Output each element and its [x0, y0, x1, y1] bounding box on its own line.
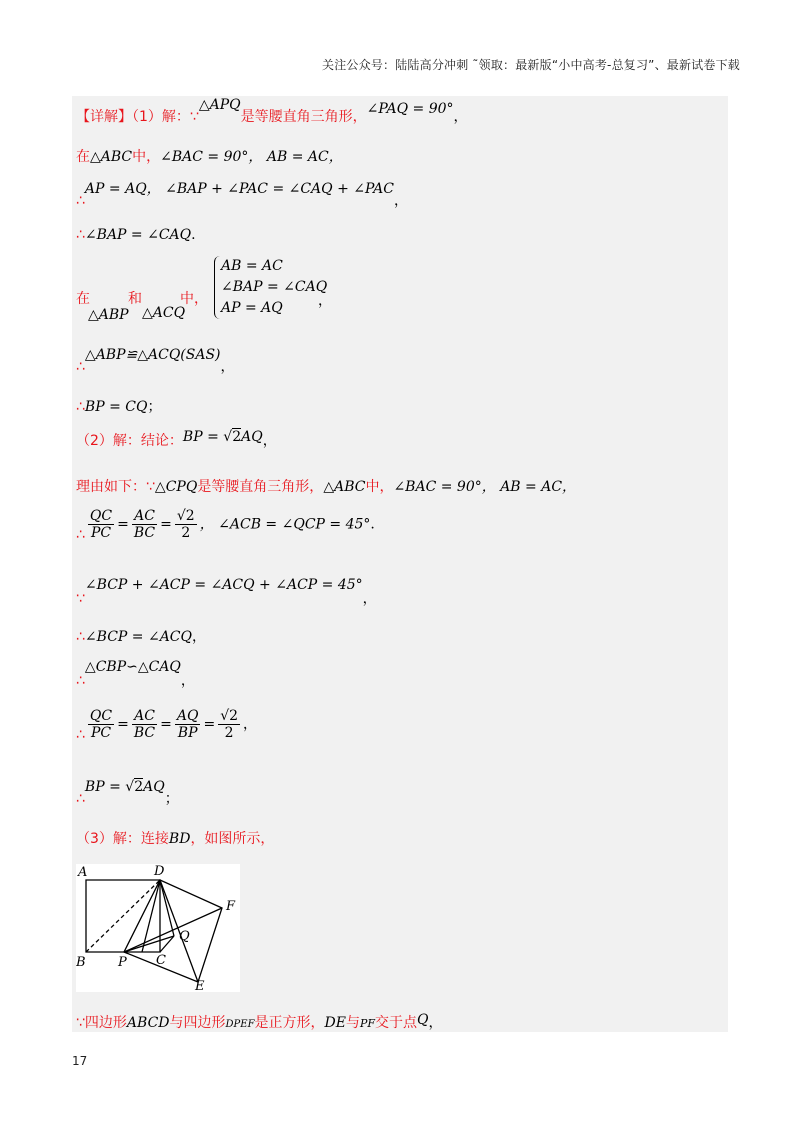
label-e: E	[195, 979, 205, 992]
label-c: C	[156, 953, 166, 968]
fraction-ac-bc: $\frac{AC}{BC}$	[133, 508, 156, 541]
line-14: ∴ $\frac{QC}{PC}$ = $\frac{AC}{BC}$ = $\frac{AQ}{BP}$ = $\frac{√2}{2}$ ，	[76, 708, 258, 743]
text-isosceles: 是等腰直角三角形，	[240, 109, 367, 125]
therefore-symbol: ∴	[76, 227, 85, 243]
line-7: ∴BP = CQ；	[76, 399, 162, 415]
fraction-qc-pc: $\frac{QC}{PC}$	[89, 708, 113, 741]
math-congruent: △ABP≌△ACQ(SAS)	[84, 347, 221, 363]
therefore-symbol: ∴	[76, 193, 85, 209]
line-11: ∵∠BCP + ∠ACP = ∠ACQ + ∠ACP = 45°，	[76, 577, 377, 607]
label-q: Q	[179, 929, 190, 944]
part-2-label: （2）解：结论：	[76, 433, 183, 449]
fraction-aq-bp: $\frac{AQ}{BP}$	[176, 708, 199, 741]
math-abc: △ABC	[90, 149, 133, 165]
page-header: 关注公众号：陆陆高分冲刺 ˜领取：最新版“小中高考-总复习”、最新试卷下载	[322, 58, 740, 72]
math-acq: △ACQ	[142, 305, 186, 321]
line-13: ∴△CBP∽△CAQ，	[76, 659, 195, 689]
line-10: ∴ $\frac{QC}{PC}$ = $\frac{AC}{BC}$ = $\frac{√2}{2}$ ， ∠ACB = ∠QCP = 45°.	[76, 508, 375, 543]
line-4: ∴∠BAP = ∠CAQ.	[76, 227, 196, 243]
label-b: B	[76, 955, 86, 970]
label-f: F	[226, 899, 236, 914]
math-angle-paq: ∠PAQ = 90°	[366, 101, 454, 117]
part-3-label: （3）解：连接	[76, 831, 169, 847]
fraction-qc-pc: $\frac{QC}{PC}$	[89, 508, 113, 541]
line-16: （3）解：连接BD，如图所示，	[76, 831, 275, 847]
fraction-root2-2: $\frac{√2}{2}$	[176, 508, 195, 541]
label-d: D	[154, 864, 165, 879]
line-3: ∴AP = AQ， ∠BAP + ∠PAC = ∠CAQ + ∠PAC，	[76, 181, 408, 209]
line-6: ∴△ABP≌△ACQ(SAS)，	[76, 347, 235, 375]
line-8: （2）解：结论：BP = √2AQ，	[76, 429, 277, 449]
math-bac-90: ∠BAC = 90°， AB = AC，	[160, 149, 343, 165]
line-2: 在△ABC中，∠BAC = 90°， AB = AC，	[76, 149, 343, 165]
geometry-figure	[76, 864, 240, 992]
detail-label: 【详解】（1）解：∵	[76, 109, 199, 125]
math-similar: △CBP∽△CAQ	[84, 659, 181, 675]
fraction-root2-2: $\frac{√2}{2}$	[220, 708, 239, 741]
line-9: 理由如下：∵△CPQ是等腰直角三角形，△ABC中，∠BAC = 90°， AB = AC，	[76, 479, 577, 495]
line-1: 【详解】（1）解：∵△APQ是等腰直角三角形，∠PAQ = 90°，	[76, 97, 468, 125]
line-17: ∵四边形ABCD与四边形DPEF是正方形，DE与PF交于点Q，	[76, 1012, 443, 1031]
fraction-ac-bc: $\frac{AC}{BC}$	[133, 708, 156, 741]
line-12: ∴∠BCP = ∠ACQ，	[76, 629, 206, 645]
label-p: P	[118, 955, 127, 970]
line-15: ∴BP = √2AQ；	[76, 779, 179, 807]
page-number: 17	[72, 1054, 88, 1068]
line-5: 在 △ABP 和 △ACQ 中， AB = AC ∠BAP = ∠CAQ AP = AQ ，	[76, 258, 332, 323]
math-abp: △ABP	[88, 307, 129, 323]
label-a: A	[78, 865, 88, 880]
equation-system: AB = AC ∠BAP = ∠CAQ AP = AQ	[214, 256, 327, 319]
math-apq: △APQ	[198, 97, 241, 113]
